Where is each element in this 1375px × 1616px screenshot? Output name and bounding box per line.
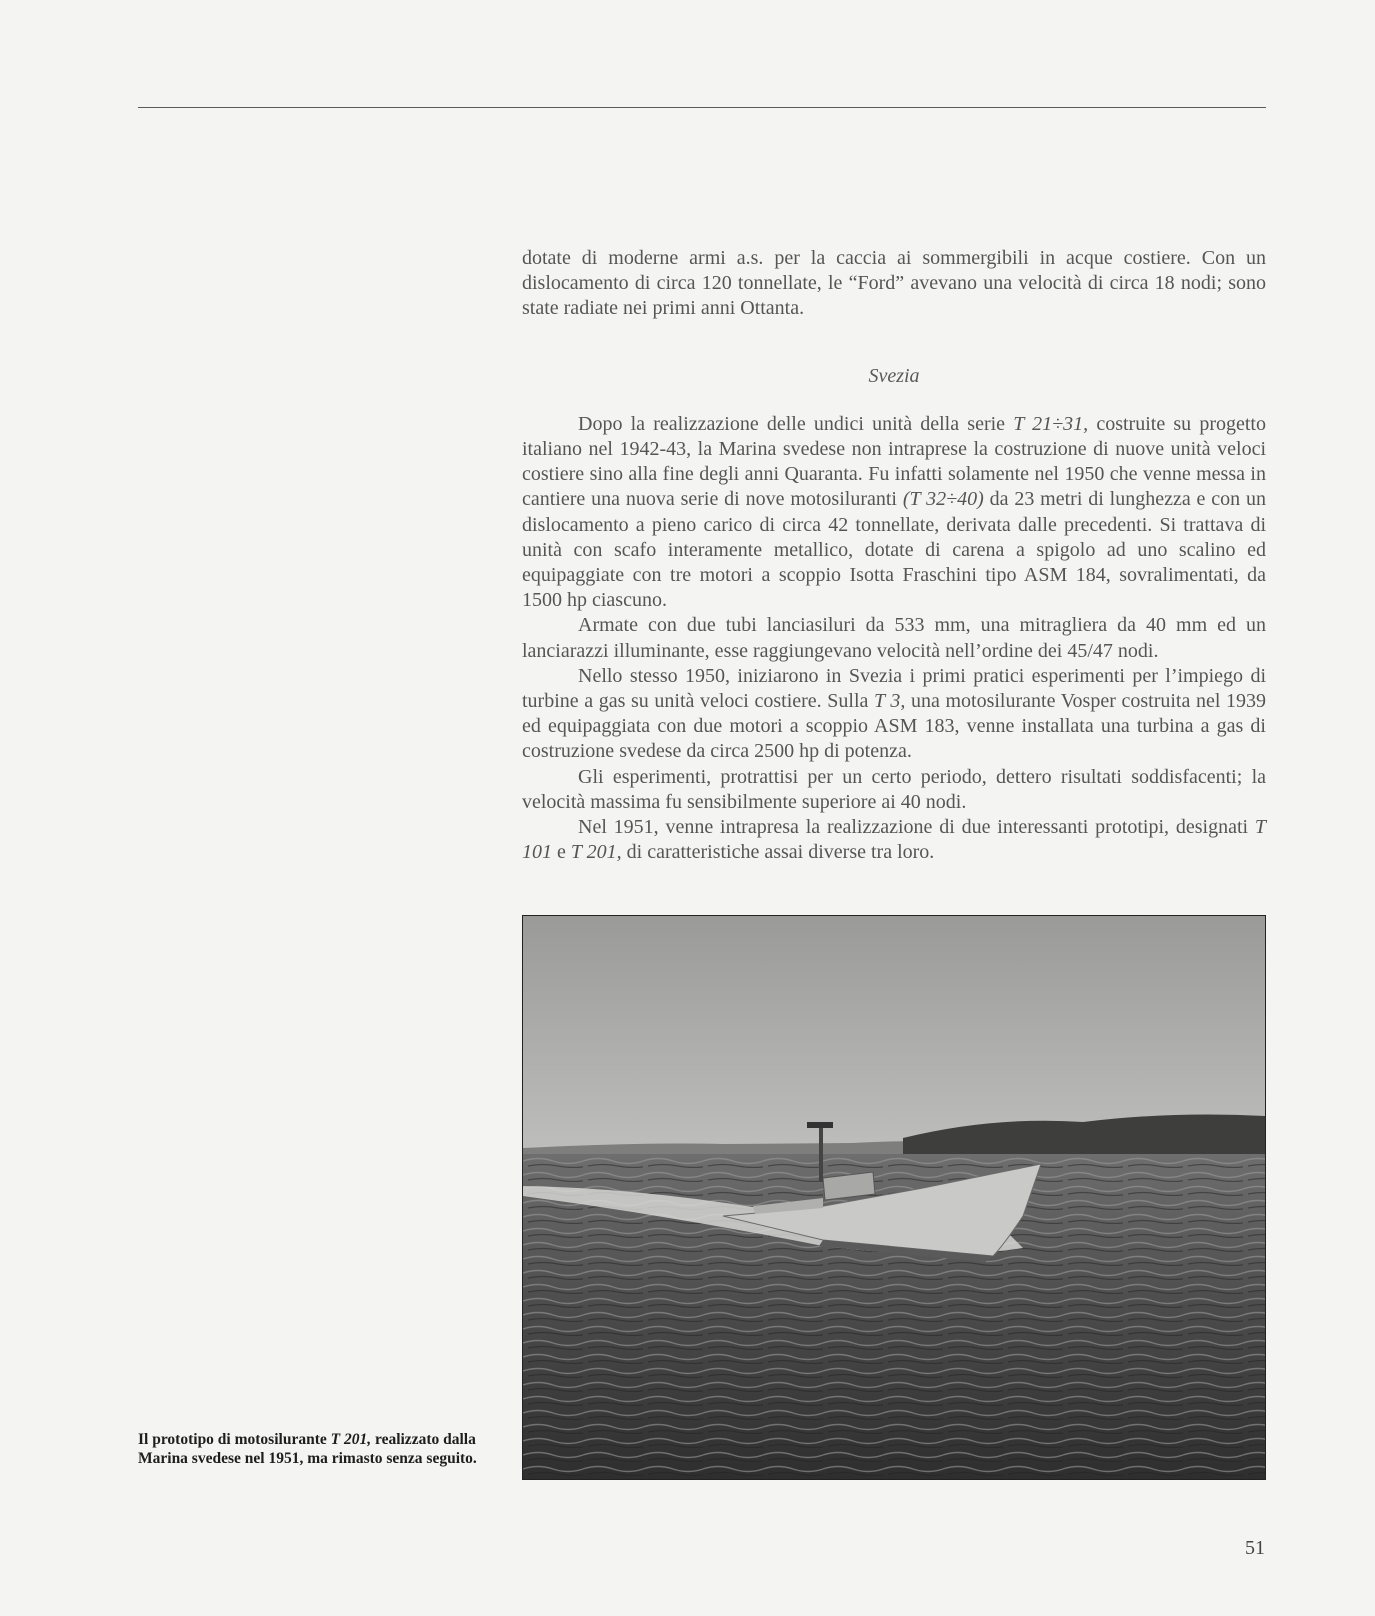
paragraph-text: e bbox=[552, 841, 571, 864]
paragraph-4: Gli esperimenti, protrattisi per un certo periodo, dettero risultati soddisfacenti; la velocità massima fu sensibilmente superiore ai 40 nodi. bbox=[522, 765, 1266, 813]
boat-photograph bbox=[522, 915, 1266, 1480]
caption-text: realizzato dalla Marina svedese nel 1951, ma rimasto senza seguito. bbox=[138, 1431, 477, 1467]
vessel-designation: T 21÷31, bbox=[1013, 412, 1089, 435]
vessel-designation: T 101 bbox=[522, 816, 1266, 864]
page-number: 51 bbox=[1245, 1537, 1265, 1559]
vessel-designation: T 201, bbox=[330, 1431, 372, 1448]
intro-paragraph: dotate di moderne armi a.s. per la caccia ai sommergibili in acque costiere. Con un dislocamento di circa 120 tonnellate, le “Ford” avevano una velocità di circa 18 nodi; sono state radiate nei primi anni Ottanta. bbox=[522, 247, 1266, 320]
paragraph-5 bbox=[522, 815, 1266, 865]
paragraph-text: Nel 1951, venne intrapresa la realizzazione di due interessanti prototipi, designati bbox=[578, 816, 1255, 839]
paragraph-text: costruite su progetto italiano nel 1942-43, la Marina svedese non intraprese la costruzione di nuove unità veloci costiere sino alla fine degli anni Quaranta. Fu infatti solamente nel 1950 che venne messa in cantiere una nuova serie di nove motosiluranti bbox=[522, 412, 1266, 511]
sky-area bbox=[523, 916, 1265, 1148]
vessel-designation: (T 32÷40) bbox=[902, 488, 984, 511]
section-title: Svezia bbox=[868, 364, 920, 387]
main-text-column bbox=[522, 246, 1266, 865]
paragraph-3 bbox=[522, 664, 1266, 765]
photo-caption bbox=[138, 1430, 498, 1468]
vessel-designation: T 201, bbox=[570, 841, 622, 864]
paragraph-1 bbox=[522, 412, 1266, 614]
paragraph-text: una motosilurante Vosper costruita nel 1939 ed equipaggiata con due motori a scoppio ASM 183, venne installata una turbina a gas di costruzione svedese da circa 2500 hp di potenza. bbox=[522, 690, 1267, 763]
paragraph-text: Nello stesso 1950, iniziarono in Svezia i primi pratici esperimenti per l’impiego di turbine a gas su unità veloci costiere. Sulla bbox=[522, 664, 1266, 713]
paragraph-text: Dopo la realizzazione delle undici unità della serie bbox=[578, 412, 1014, 435]
vessel-designation: T 3, bbox=[874, 690, 906, 713]
header-rule bbox=[138, 107, 1266, 108]
paragraph-text: di caratteristiche assai diverse tra loro. bbox=[621, 841, 935, 864]
caption-text: Il prototipo di motosilurante bbox=[138, 1431, 331, 1448]
paragraph-2: Armate con due tubi lanciasiluri da 533 mm, una mitragliera da 40 mm ed un lanciarazzi illuminante, esse raggiungevano velocità nell’ordine dei 45/47 nodi. bbox=[522, 614, 1266, 662]
paragraph-text: da 23 metri di lunghezza e con un dislocamento a pieno carico di circa 42 tonnellate, derivata dalle precedenti. Si trattava di unità con scafo interamente metallico, dotate di carena a spigolo ad uno scalino ed equipaggiate con tre motori a scoppio Isotta Fraschini tipo ASM 184, sovralimentati, da 1500 hp ciascuno. bbox=[522, 488, 1266, 612]
